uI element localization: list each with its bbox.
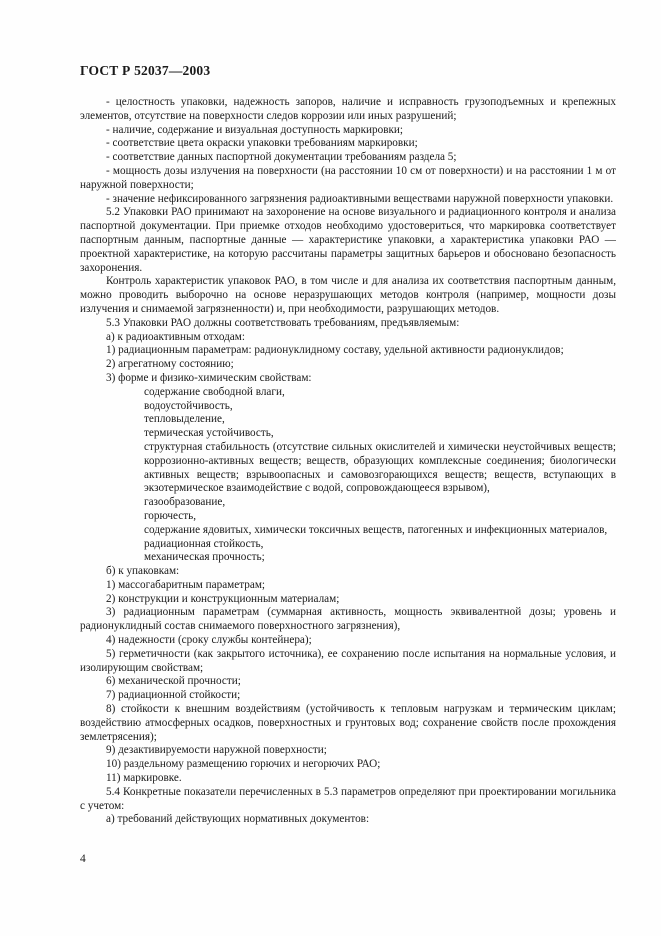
paragraph: 7) радиационной стойкости; (106, 689, 241, 702)
paragraph: механическая прочность; (144, 551, 265, 564)
paragraph: содержание свободной влаги, (144, 385, 285, 398)
paragraph: 10) раздельному размещению горючих и негорючих РАО; (106, 758, 381, 771)
paragraph: а) требований действующих нормативных документов: (106, 813, 370, 826)
paragraph: Контроль характеристик упаковок РАО, в том числе и для анализа их соответствия паспортным данным, можно проводить выборочно на основе неразрушающих методов контроля (например, мощности дозы излучения и снимаемой загрязненности) и, при необходимости, разрушающих методов. (80, 275, 616, 315)
paragraph: 4) надежности (сроку службы контейнера); (106, 634, 312, 647)
paragraph: 5) герметичности (как закрытого источника), ее сохранению после испытания на нормальные условия, и изолирующим свойствам; (80, 647, 616, 674)
paragraph: термическая устойчивость, (144, 427, 274, 440)
paragraph: структурная стабильность (отсутствие сильных окислителей и химически неустойчивых веществ; коррозионно-активных веществ; веществ, образующих комплексные соединения; биологически активных веществ; взрывоопасных и самовозгорающихся веществ; веществ, вступающих в экзотермическое взаимодействие с водой, сопровождающееся взрывом), (144, 440, 616, 495)
paragraph: 1) массогабаритным параметрам; (106, 578, 266, 591)
page-header: ГОСТ Р 52037—2003 (80, 63, 211, 78)
paragraph: радиационная стойкость, (144, 537, 264, 550)
paragraph: - соответствие данных паспортной документации требованиям раздела 5; (106, 151, 457, 164)
paragraph: 5.2 Упаковки РАО принимают на захоронение на основе визуального и радиационного контроля и анализа паспортной документации. При приемке отходов необходимо удостовериться, что маркировка соответствует паспортным данным, паспортные данные — характеристике упаковки, а характеристика упаковки РАО — проектной характеристике, на которую рассчитаны параметры защитных барьеров и обосновано безопасность захоронения. (80, 206, 616, 274)
paragraph: а) к радиоактивным отходам: (106, 330, 245, 343)
paragraph: тепловыделение, (144, 413, 225, 426)
paragraph: содержание ядовитых, химически токсичных веществ, патогенных и инфекционных материалов, (144, 523, 608, 536)
paragraph: газообразование, (144, 496, 226, 509)
paragraph: 11) маркировке. (106, 772, 182, 785)
paragraph: горючесть, (144, 509, 197, 522)
document-body (80, 96, 616, 827)
paragraph: - мощность дозы излучения на поверхности (на расстоянии 10 см от поверхности) и на расстоянии 1 м от наружной поверхности; (80, 164, 616, 191)
paragraph: б) к упаковкам: (106, 565, 180, 578)
page-number: 4 (80, 853, 86, 865)
paragraph: - целостность упаковки, надежность запоров, наличие и исправность грузоподъемных и крепежных элементов, отсутствие на поверхности следов коррозии или иных разрушений; (80, 96, 616, 122)
paragraph: - значение нефиксированного загрязнения радиоактивными веществами наружной поверхности упаковки. (106, 192, 614, 205)
paragraph: - соответствие цвета окраски упаковки требованиям маркировки; (106, 137, 418, 150)
paragraph: - наличие, содержание и визуальная доступность маркировки; (106, 123, 404, 136)
paragraph: 5.4 Конкретные показатели перечисленных в 5.3 параметров определяют при проектировании могильника с учетом: (80, 785, 616, 812)
paragraph: 1) радиационным параметрам: радионуклидному составу, удельной активности радионуклидов; (106, 344, 564, 357)
paragraph: 6) механической прочности; (106, 675, 241, 688)
paragraph: 2) агрегатному состоянию; (106, 358, 234, 371)
paragraph: водоустойчивость, (144, 399, 233, 412)
paragraph: 9) дезактивируемости наружной поверхности; (106, 744, 327, 757)
paragraph: 8) стойкости к внешним воздействиям (устойчивость к тепловым нагрузкам и термическим циклам; воздействию атмосферных осадков, поверхностных и грунтовых вод; сохранение свойств после прохождения землетрясения); (80, 703, 616, 743)
paragraph: 3) форме и физико-химическим свойствам: (106, 371, 312, 384)
paragraph: 5.3 Упаковки РАО должны соответствовать требованиям, предъявляемым: (106, 316, 460, 329)
paragraph: 3) радиационным параметрам (суммарная активность, мощность эквивалентной дозы; уровень и радионуклидный состав снимаемого поверхностного загрязнения), (80, 606, 616, 633)
paragraph: 2) конструкции и конструкционным материалам; (106, 592, 340, 605)
